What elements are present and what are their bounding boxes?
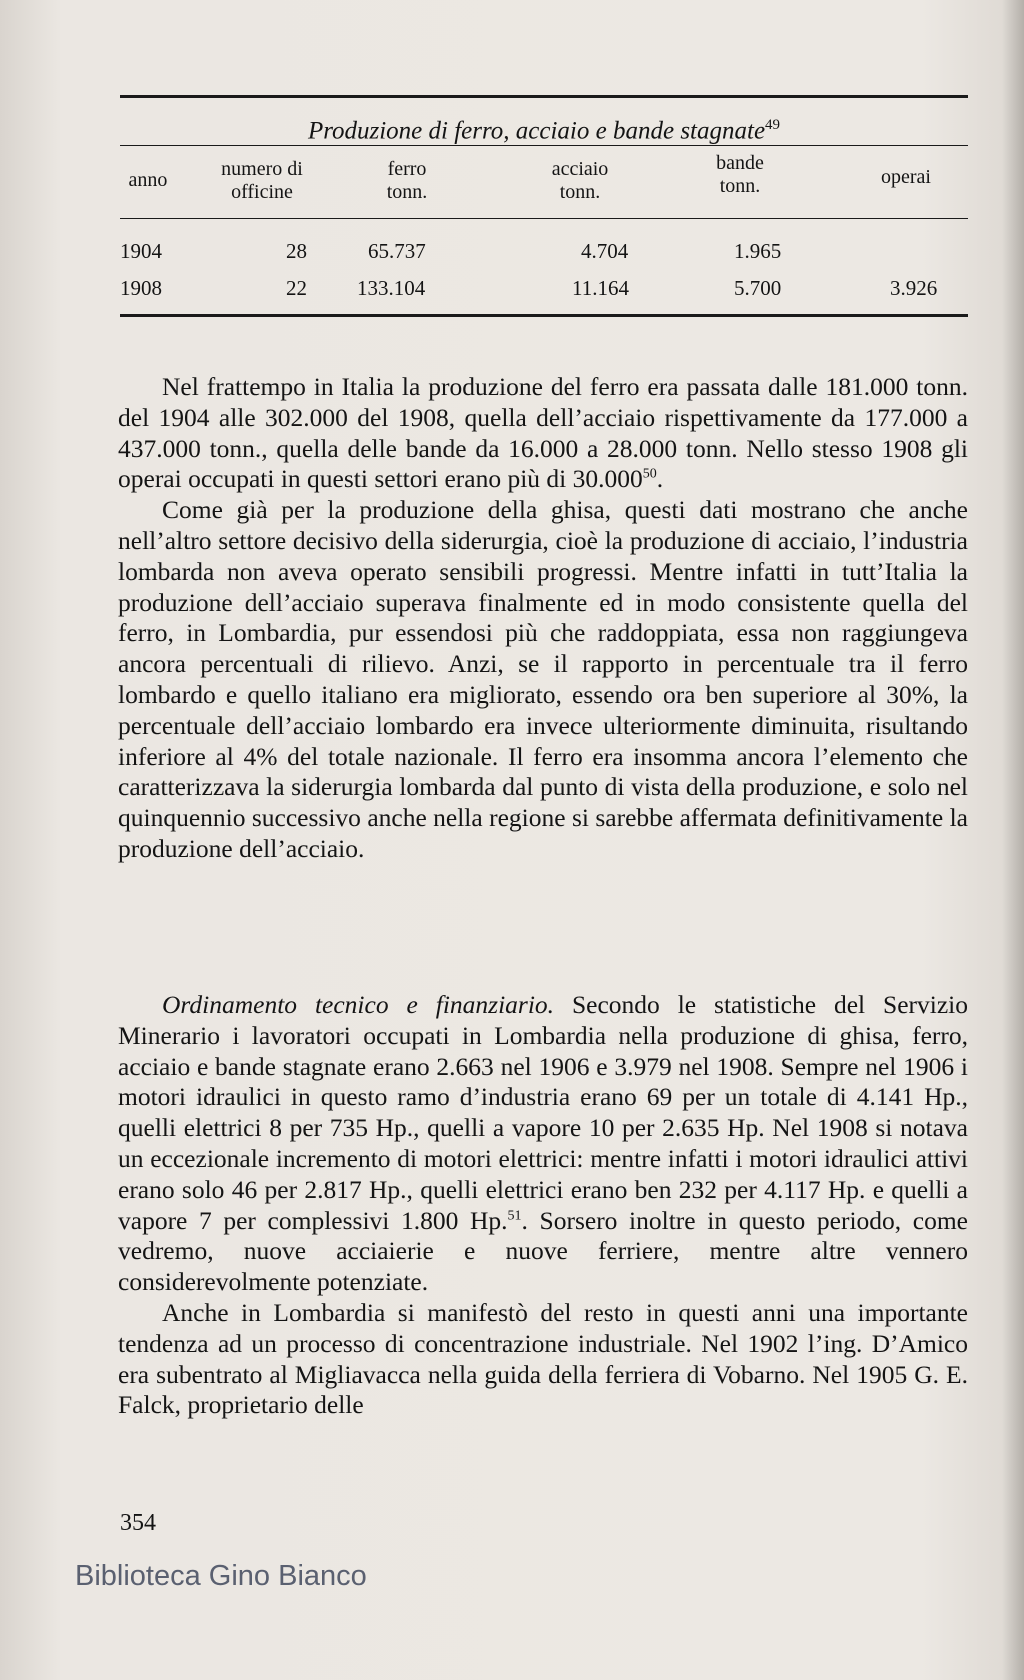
cell-anno: 1904 [120, 239, 162, 263]
cell-anno: 1908 [120, 276, 162, 300]
header-ferro-line2: tonn. [386, 181, 428, 203]
table-top-rule [120, 95, 968, 98]
header-numero-line1: numero di [221, 158, 303, 180]
header-numero-line2: officine [231, 181, 293, 203]
header-anno: anno [128, 169, 168, 191]
paragraph [118, 495, 968, 865]
header-operai: operai [881, 166, 931, 188]
table-title-footnote: 49 [765, 117, 781, 133]
cell-acciaio: 11.164 [572, 276, 629, 300]
section-heading: Ordinamento tecnico e finanziario. [162, 990, 555, 1019]
library-watermark: Biblioteca Gino Bianco [75, 1560, 367, 1592]
page-edge-shadow [1002, 0, 1024, 1680]
header-ferro-line1: ferro [387, 158, 427, 180]
table-bottom-rule [120, 314, 968, 317]
paragraph-text: Come già per la produzione della ghisa, questi dati mostrano che anche nell’altro settore decisivo della siderurgia, cioè la produzione di acciaio, l’industria lombarda non aveva operato sensibili progressi. Mentre infatti in tutt’Italia la produzione dell’acciaio superava finalmente ed in modo consistente quella del ferro, in Lombardia, pur essendosi più che raddoppiata, essa non raggiungeva ancora percentuali di rilievo. Anzi, se il rapporto in percentuale tra il ferro lombardo e quello italiano era migliorato, essendo ora ben superiore al 30%, la percentuale dell’acciaio lombardo era invece ulteriormente diminuita, risultando inferiore al 4% del totale nazionale. Il ferro era insomma ancora l’elemento che caratterizzava la siderurgia lombarda dal punto di vista della produzione, e solo nel quinquennio successivo anche nella regione si sarebbe affermata definitivamente la produzione dell’acciaio. [118, 495, 968, 863]
cell-bande: 5.700 [734, 276, 782, 300]
paragraph-text: Nel frattempo in Italia la produzione del ferro era passata dalle 181.000 tonn. del 1904 alle 302.000 del 1908, quella dell’acciaio rispettivamente da 177.000 a 437.000 tonn., quella delle bande da 16.000 a 28.000 tonn. Nello stesso 1908 gli operai occupati in questi settori erano più di 30.000 [118, 372, 968, 494]
header-bande [695, 152, 785, 198]
paragraph [118, 1298, 968, 1421]
cell-ferro: 65.737 [368, 239, 426, 263]
footnote-ref: 51 [507, 1208, 522, 1224]
production-table [120, 95, 968, 317]
table-body [120, 219, 968, 314]
paragraph [118, 372, 968, 495]
header-acciaio-line1: acciaio [551, 158, 609, 180]
paragraph-text: Anche in Lombardia si manifestò del resto in questi anni una importante tendenza ad un processo di concentrazione industriale. Nel 1902 l’ing. D’Amico era subentrato al Migliavacca nella guida della ferriera di Vobarno. Nel 1905 G. E. Falck, proprietario delle [118, 1297, 968, 1420]
cell-officine: 28 [286, 239, 307, 263]
paragraph-text: Secondo le statistiche del Servizio Minerario i lavoratori occupati in Lombardia nella produzione di ghisa, ferro, acciaio e bande stagnate erano 2.663 nel 1906 e 3.979 nel 1908. Sempre nel 1906 i motori idraulici in questo ramo d’industria erano 69 per un totale di 4.141 Hp., quelli elettrici 8 per 735 Hp., quelli a vapore 10 per 2.635 Hp. Nel 1908 si notava un eccezionale incremento di motori elettrici: mentre infatti i motori idraulici attivi erano solo 46 per 2.817 Hp., quelli elettrici erano ben 232 per 4.117 Hp. e quelli a vapore 7 per complessivi 1.800 Hp. [118, 990, 968, 1235]
table-header [120, 146, 968, 218]
paragraph-text: . [656, 464, 664, 494]
footnote-ref: 50 [642, 466, 657, 482]
cell-ferro: 133.104 [357, 276, 426, 300]
header-acciaio-line2: tonn. [559, 181, 601, 203]
header-bande-line1: bande [716, 152, 764, 174]
table-title-text: Produzione di ferro, acciaio e bande stagnate [307, 117, 766, 145]
paragraph [118, 990, 968, 1298]
cell-bande: 1.965 [734, 239, 782, 263]
cell-acciaio: 4.704 [581, 239, 629, 263]
cell-officine: 22 [286, 276, 307, 300]
header-bande-line2: tonn. [719, 175, 761, 197]
table-title [120, 105, 968, 145]
header-ferro [352, 158, 462, 204]
body-text-upper [118, 372, 968, 865]
header-acciaio [530, 158, 630, 204]
page-number: 354 [120, 1510, 156, 1536]
header-numero-officine [192, 158, 332, 204]
paragraph-text: . Sorsero inoltre in questo periodo, come vedremo, nuove acciaierie e nuove ferriere, mentre altre vennero considerevolmente potenziate. [118, 1205, 968, 1297]
cell-operai: 3.926 [890, 276, 938, 300]
body-text-lower [118, 990, 968, 1421]
